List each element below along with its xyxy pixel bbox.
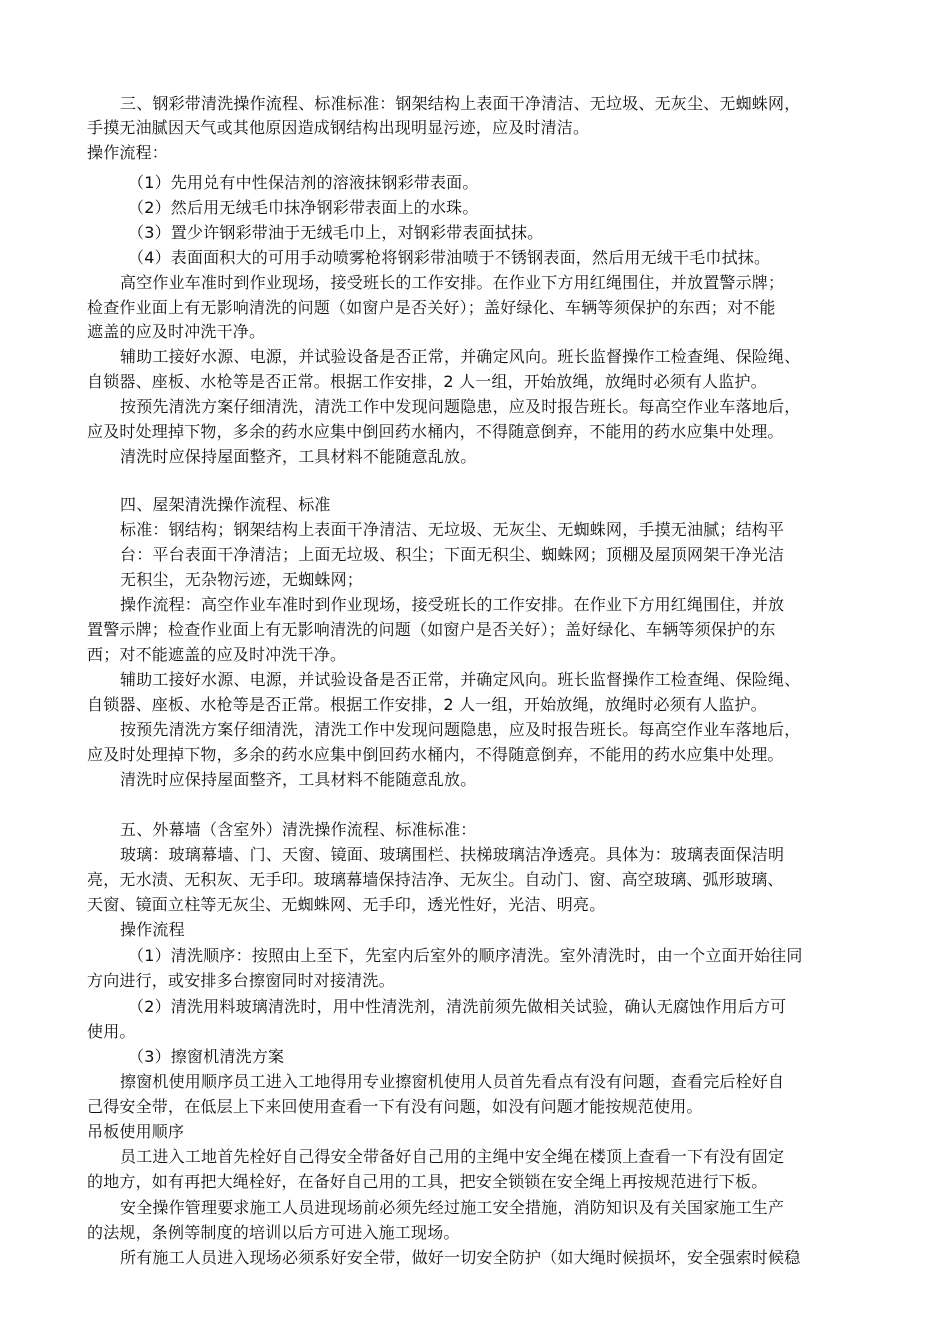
text-line: 辅助工接好水源、电源，并试验设备是否正常，并确定风向。班长监督操作工检查绳、保险绳、 bbox=[120, 347, 801, 366]
section-heading: 五、外幕墙（含室外）清洗操作流程、标准标准： bbox=[120, 820, 477, 839]
text-line: 台：平台表面干净清洁；上面无垃圾、积尘；下面无积尘、蜘蛛网；顶棚及屋顶网架干净光洁 bbox=[120, 545, 785, 564]
text-line: 操作流程 bbox=[120, 920, 185, 939]
text-line: （3）置少许钢彩带油于无绒毛巾上，对钢彩带表面拭抹。 bbox=[128, 223, 544, 242]
text-line: （3）擦窗机清洗方案 bbox=[128, 1047, 285, 1066]
text-line: （1）先用兑有中性保洁剂的溶液抹钢彩带表面。 bbox=[128, 173, 479, 192]
text-line: 手摸无油腻因天气或其他原因造成钢结构出现明显污迹，应及时清洁。 bbox=[87, 118, 590, 137]
text-line: 标准：钢结构；钢架结构上表面干净清洁、无垃圾、无灰尘、无蜘蛛网，手摸无油腻；结构平 bbox=[120, 520, 785, 539]
text-line: 安全操作管理要求施工人员进现场前必须先经过施工安全措施，消防知识及有关国家施工生产 bbox=[120, 1198, 785, 1217]
text-line: 置警示牌；检查作业面上有无影响清洗的问题（如窗户是否关好）；盖好绿化、车辆等须保护的东 bbox=[87, 620, 776, 639]
text-line: 应及时处理掉下物，多余的药水应集中倒回药水桶内，不得随意倒弃，不能用的药水应集中处理。 bbox=[87, 422, 784, 441]
text-line: 按预先清洗方案仔细清洗，清洗工作中发现问题隐患，应及时报告班长。每高空作业车落地后， bbox=[120, 720, 801, 739]
text-line: 无积尘，无杂物污迹，无蜘蛛网； bbox=[120, 570, 364, 589]
text-line: 按预先清洗方案仔细清洗，清洗工作中发现问题隐患，应及时报告班长。每高空作业车落地后， bbox=[120, 397, 801, 416]
text-line: 吊板使用顺序 bbox=[87, 1122, 185, 1141]
text-line: （2）然后用无绒毛巾抹净钢彩带表面上的水珠。 bbox=[128, 198, 479, 217]
text-line: 所有施工人员进入现场必须系好安全带，做好一切安全防护（如大绳时候损坏，安全强索时候稳 bbox=[120, 1248, 801, 1267]
text-line: 检查作业面上有无影响清洗的问题（如窗户是否关好）；盖好绿化、车辆等须保护的东西；对不能 bbox=[87, 298, 776, 317]
text-line: 遮盖的应及时冲洗干净。 bbox=[87, 322, 266, 341]
text-line: 方向进行，或安排多台擦窗同时对接清洗。 bbox=[87, 971, 395, 990]
text-line: 自锁器、座板、水枪等是否正常。根据工作安排，2 人一组，开始放绳，放绳时必须有人监护。 bbox=[87, 695, 767, 714]
text-line: 操作流程：高空作业车准时到作业现场，接受班长的工作安排。在作业下方用红绳围住，并放 bbox=[120, 595, 785, 614]
text-line: 玻璃：玻璃幕墙、门、天窗、镜面、玻璃围栏、扶梯玻璃洁净透亮。具体为：玻璃表面保洁明 bbox=[120, 845, 785, 864]
text-line: 西；对不能遮盖的应及时冲洗干净。 bbox=[87, 645, 347, 664]
text-line: 应及时处理掉下物，多余的药水应集中倒回药水桶内，不得随意倒弃，不能用的药水应集中处理。 bbox=[87, 745, 784, 764]
text-line: 的法规，条例等制度的培训以后方可进入施工现场。 bbox=[87, 1223, 460, 1242]
text-line: 三、钢彩带清洗操作流程、标准标准：钢架结构上表面干净清洁、无垃圾、无灰尘、无蜘蛛网， bbox=[120, 94, 801, 113]
text-line: 自锁器、座板、水枪等是否正常。根据工作安排，2 人一组，开始放绳，放绳时必须有人监护。 bbox=[87, 372, 767, 391]
text-line: 天窗、镜面立柱等无灰尘、无蜘蛛网、无手印，透光性好，光洁、明亮。 bbox=[87, 895, 606, 914]
text-line: 操作流程： bbox=[87, 143, 169, 162]
text-line: 己得安全带，在低层上下来回使用查看一下有没有问题，如没有问题才能按规范使用。 bbox=[87, 1097, 703, 1116]
text-line: 清洗时应保持屋面整齐，工具材料不能随意乱放。 bbox=[120, 447, 477, 466]
text-line: 员工进入工地首先栓好自己得安全带备好自己用的主绳中安全绳在楼顶上查看一下有没有固定 bbox=[120, 1147, 785, 1166]
text-line: 的地方，如有再把大绳栓好，在备好自己用的工具，把安全锁锁在安全绳上再按规范进行下板。 bbox=[87, 1172, 768, 1191]
text-line: 擦窗机使用顺序员工进入工地得用专业擦窗机使用人员首先看点有没有问题，查看完后栓好自 bbox=[120, 1072, 785, 1091]
text-line: 亮，无水渍、无积灰、无手印。玻璃幕墙保持洁净、无灰尘。自动门、窗、高空玻璃、弧形玻璃、 bbox=[87, 870, 784, 889]
text-line: 辅助工接好水源、电源，并试验设备是否正常，并确定风向。班长监督操作工检查绳、保险绳、 bbox=[120, 670, 801, 689]
text-line: （2）清洗用料玻璃清洗时，用中性清洗剂，清洗前须先做相关试验，确认无腐蚀作用后方可 bbox=[128, 997, 787, 1016]
section-heading: 四、屋架清洗操作流程、标准 bbox=[120, 495, 331, 514]
text-line: 高空作业车准时到作业现场，接受班长的工作安排。在作业下方用红绳围住，并放置警示牌； bbox=[120, 273, 785, 292]
text-line: 使用。 bbox=[87, 1022, 136, 1041]
text-line: （4）表面面积大的可用手动喷雾枪将钢彩带油喷于不锈钢表面，然后用无绒干毛巾拭抹。 bbox=[128, 248, 771, 267]
text-line: 清洗时应保持屋面整齐，工具材料不能随意乱放。 bbox=[120, 770, 477, 789]
text-line: （1）清洗顺序：按照由上至下，先室内后室外的顺序清洗。室外清洗时，由一个立面开始往同 bbox=[128, 946, 803, 965]
